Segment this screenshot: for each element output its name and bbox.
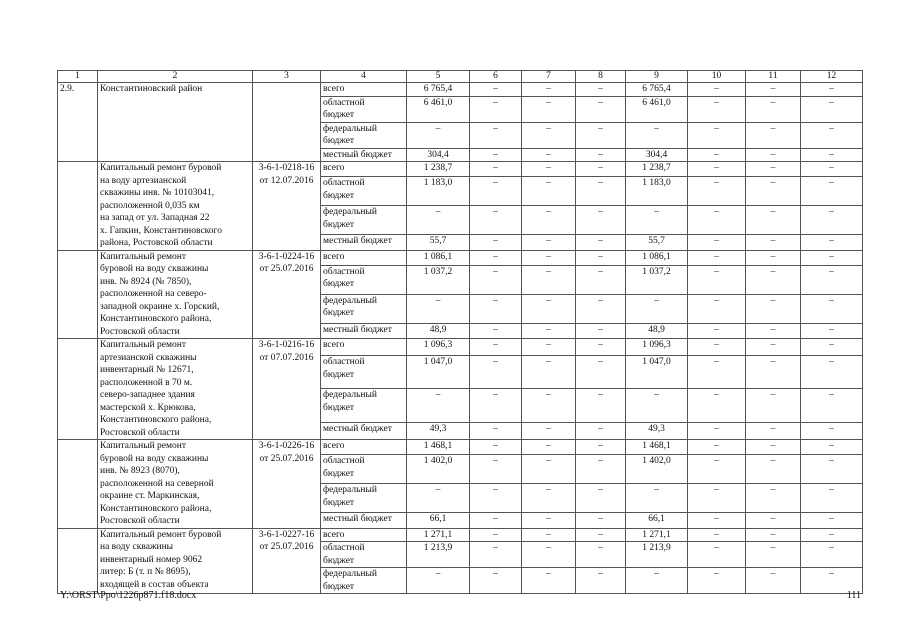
value-cell: – — [801, 422, 863, 439]
value-cell: – — [801, 235, 863, 250]
value-cell: – — [470, 206, 522, 235]
funding-source-cell: всего — [321, 162, 407, 177]
value-cell: – — [746, 96, 801, 122]
value-cell: 1 468,1 — [626, 440, 688, 455]
header-cell: 6 — [470, 71, 522, 83]
value-cell: – — [522, 568, 576, 594]
value-cell: – — [746, 455, 801, 484]
header-cell: 8 — [576, 71, 626, 83]
value-cell: – — [746, 294, 801, 323]
value-cell: – — [746, 389, 801, 422]
value-cell: – — [746, 162, 801, 177]
value-cell: 1 047,0 — [626, 356, 688, 389]
header-cell: 1 — [58, 71, 98, 83]
value-cell: – — [522, 265, 576, 294]
value-cell: – — [801, 96, 863, 122]
value-cell: – — [801, 339, 863, 356]
value-cell: 1 037,2 — [626, 265, 688, 294]
value-cell: – — [746, 528, 801, 542]
object-name-cell: Капитальный ремонт буровой на воду скважины инвентарный номер 9062 литер: Б (т. п № 8695), входящей в состав объекта — [98, 528, 253, 594]
funding-source-cell: местный бюджет — [321, 235, 407, 250]
value-cell: 6 461,0 — [626, 96, 688, 122]
object-name-cell: Капитальный ремонт буровой на воду скважины инв. № 8924 (№ 7850), расположенной на северо- западной окраине х. Горский, Константиновского района, Ростовской области — [98, 250, 253, 339]
value-cell: – — [746, 148, 801, 162]
value-cell: – — [522, 323, 576, 338]
value-cell: 6 765,4 — [626, 83, 688, 97]
value-cell: – — [576, 568, 626, 594]
value-cell: – — [688, 162, 746, 177]
value-cell: 55,7 — [407, 235, 470, 250]
value-cell: – — [688, 455, 746, 484]
funding-source-cell: федеральный бюджет — [321, 568, 407, 594]
value-cell: – — [470, 356, 522, 389]
value-cell: – — [801, 568, 863, 594]
value-cell: 1 238,7 — [626, 162, 688, 177]
value-cell: – — [688, 323, 746, 338]
value-cell: – — [522, 339, 576, 356]
row-number-cell — [58, 250, 98, 339]
value-cell: – — [801, 484, 863, 513]
value-cell: – — [576, 389, 626, 422]
value-cell: 1 402,0 — [407, 455, 470, 484]
funding-source-cell: областной бюджет — [321, 542, 407, 568]
value-cell: – — [407, 122, 470, 148]
funding-source-cell: федеральный бюджет — [321, 206, 407, 235]
value-cell: – — [576, 250, 626, 265]
value-cell: 1 213,9 — [407, 542, 470, 568]
value-cell: – — [576, 235, 626, 250]
document-ref-cell: 3-6-1-0218-16 от 12.07.2016 — [253, 162, 321, 251]
value-cell: – — [470, 122, 522, 148]
value-cell: – — [576, 422, 626, 439]
funding-source-cell: всего — [321, 250, 407, 265]
value-cell: – — [746, 513, 801, 528]
value-cell: – — [688, 294, 746, 323]
value-cell: – — [470, 389, 522, 422]
funding-source-cell: областной бюджет — [321, 96, 407, 122]
value-cell: 1 271,1 — [626, 528, 688, 542]
value-cell: – — [688, 122, 746, 148]
value-cell: – — [522, 250, 576, 265]
value-cell: – — [470, 235, 522, 250]
value-cell: – — [626, 122, 688, 148]
value-cell: 6 765,4 — [407, 83, 470, 97]
table-body — [58, 83, 863, 594]
document-ref-cell: 3-6-1-0227-16 от 25.07.2016 — [253, 528, 321, 594]
value-cell: – — [470, 96, 522, 122]
value-cell: – — [522, 484, 576, 513]
header-cell: 2 — [98, 71, 253, 83]
value-cell: – — [801, 455, 863, 484]
value-cell: – — [522, 206, 576, 235]
value-cell: – — [470, 323, 522, 338]
value-cell: – — [746, 440, 801, 455]
value-cell: – — [688, 206, 746, 235]
value-cell: – — [688, 96, 746, 122]
value-cell: – — [688, 83, 746, 97]
value-cell: – — [522, 83, 576, 97]
value-cell: 66,1 — [626, 513, 688, 528]
funding-source-cell: областной бюджет — [321, 177, 407, 206]
value-cell: – — [801, 323, 863, 338]
value-cell: – — [688, 513, 746, 528]
value-cell: – — [688, 568, 746, 594]
value-cell: – — [470, 265, 522, 294]
value-cell: 1 238,7 — [407, 162, 470, 177]
header-row — [58, 71, 863, 83]
value-cell: – — [522, 528, 576, 542]
funding-source-cell: областной бюджет — [321, 356, 407, 389]
value-cell: 304,4 — [626, 148, 688, 162]
value-cell: – — [522, 177, 576, 206]
value-cell: – — [801, 294, 863, 323]
budget-table — [57, 70, 863, 594]
value-cell: – — [576, 542, 626, 568]
value-cell: – — [470, 542, 522, 568]
funding-source-cell: федеральный бюджет — [321, 484, 407, 513]
value-cell: – — [801, 83, 863, 97]
value-cell: 66,1 — [407, 513, 470, 528]
funding-source-cell: федеральный бюджет — [321, 389, 407, 422]
value-cell: 1 271,1 — [407, 528, 470, 542]
value-cell: – — [626, 568, 688, 594]
value-cell: – — [801, 265, 863, 294]
value-cell: – — [746, 250, 801, 265]
value-cell: – — [576, 339, 626, 356]
value-cell: – — [576, 177, 626, 206]
value-cell: – — [522, 422, 576, 439]
footer-page-number: 111 — [846, 590, 861, 601]
value-cell: – — [746, 568, 801, 594]
value-cell: – — [522, 235, 576, 250]
header-cell: 5 — [407, 71, 470, 83]
value-cell: – — [576, 96, 626, 122]
value-cell: 48,9 — [626, 323, 688, 338]
funding-source-cell: всего — [321, 339, 407, 356]
header-cell: 4 — [321, 71, 407, 83]
row-number-cell: 2.9. — [58, 83, 98, 162]
value-cell: – — [470, 440, 522, 455]
value-cell: 1 468,1 — [407, 440, 470, 455]
value-cell: – — [407, 294, 470, 323]
value-cell: – — [470, 422, 522, 439]
value-cell: 1 086,1 — [626, 250, 688, 265]
value-cell: – — [801, 148, 863, 162]
table-row — [58, 528, 863, 542]
value-cell: 49,3 — [407, 422, 470, 439]
value-cell: – — [576, 162, 626, 177]
value-cell: – — [522, 542, 576, 568]
header-cell: 7 — [522, 71, 576, 83]
value-cell: – — [801, 513, 863, 528]
header-cell: 12 — [801, 71, 863, 83]
header-cell: 11 — [746, 71, 801, 83]
value-cell: – — [746, 177, 801, 206]
value-cell: – — [470, 294, 522, 323]
value-cell: 1 183,0 — [626, 177, 688, 206]
document-ref-cell — [253, 83, 321, 162]
value-cell: 1 402,0 — [626, 455, 688, 484]
funding-source-cell: областной бюджет — [321, 455, 407, 484]
value-cell: – — [470, 455, 522, 484]
header-cell: 9 — [626, 71, 688, 83]
row-number-cell — [58, 339, 98, 440]
funding-source-cell: всего — [321, 440, 407, 455]
value-cell: – — [746, 484, 801, 513]
value-cell: 1 086,1 — [407, 250, 470, 265]
value-cell: – — [626, 206, 688, 235]
header-cell: 10 — [688, 71, 746, 83]
document-ref-cell: 3-6-1-0216-16 от 07.07.2016 — [253, 339, 321, 440]
object-name-cell: Капитальный ремонт буровой на воду артезианской скважины инв. № 10103041, расположенной 0,035 км на запад от ул. Западная 22 х. Гапкин, Константиновского района, Ростовской области — [98, 162, 253, 251]
value-cell: – — [522, 148, 576, 162]
row-number-cell — [58, 528, 98, 594]
value-cell: – — [688, 484, 746, 513]
value-cell: – — [801, 542, 863, 568]
value-cell: 1 096,3 — [407, 339, 470, 356]
value-cell: – — [522, 513, 576, 528]
value-cell: 48,9 — [407, 323, 470, 338]
value-cell: – — [522, 96, 576, 122]
object-name-cell: Капитальный ремонт буровой на воду скважины инв. № 8923 (8070), расположенной на северной окраине ст. Маркинская, Константиновского района, Ростовской области — [98, 440, 253, 529]
value-cell: – — [688, 389, 746, 422]
value-cell: – — [576, 484, 626, 513]
value-cell: 49,3 — [626, 422, 688, 439]
table-row — [58, 83, 863, 97]
value-cell: – — [688, 235, 746, 250]
value-cell: – — [746, 122, 801, 148]
value-cell: 6 461,0 — [407, 96, 470, 122]
value-cell: 304,4 — [407, 148, 470, 162]
value-cell: – — [746, 356, 801, 389]
funding-source-cell: областной бюджет — [321, 265, 407, 294]
value-cell: – — [801, 528, 863, 542]
table-row — [58, 162, 863, 177]
table-row — [58, 250, 863, 265]
funding-source-cell: федеральный бюджет — [321, 294, 407, 323]
value-cell: – — [801, 356, 863, 389]
value-cell: – — [522, 162, 576, 177]
funding-source-cell: местный бюджет — [321, 422, 407, 439]
value-cell: – — [688, 356, 746, 389]
value-cell: – — [470, 484, 522, 513]
value-cell: – — [522, 455, 576, 484]
value-cell: – — [746, 206, 801, 235]
row-number-cell — [58, 440, 98, 529]
value-cell: – — [688, 528, 746, 542]
value-cell: – — [576, 206, 626, 235]
value-cell: – — [576, 265, 626, 294]
value-cell: – — [746, 542, 801, 568]
funding-source-cell: местный бюджет — [321, 148, 407, 162]
value-cell: – — [746, 339, 801, 356]
value-cell: – — [576, 513, 626, 528]
value-cell: – — [688, 177, 746, 206]
value-cell: – — [688, 542, 746, 568]
value-cell: – — [688, 422, 746, 439]
value-cell: – — [407, 568, 470, 594]
value-cell: – — [801, 389, 863, 422]
value-cell: – — [576, 294, 626, 323]
value-cell: – — [576, 323, 626, 338]
value-cell: – — [470, 339, 522, 356]
value-cell: – — [688, 250, 746, 265]
value-cell: 1 096,3 — [626, 339, 688, 356]
value-cell: – — [470, 83, 522, 97]
value-cell: – — [576, 83, 626, 97]
value-cell: – — [470, 528, 522, 542]
funding-source-cell: федеральный бюджет — [321, 122, 407, 148]
value-cell: – — [576, 455, 626, 484]
value-cell: – — [470, 162, 522, 177]
value-cell: – — [746, 83, 801, 97]
document-ref-cell: 3-6-1-0226-16 от 25.07.2016 — [253, 440, 321, 529]
value-cell: – — [626, 294, 688, 323]
value-cell: – — [576, 528, 626, 542]
value-cell: – — [626, 484, 688, 513]
value-cell: – — [407, 206, 470, 235]
value-cell: – — [801, 250, 863, 265]
value-cell: – — [522, 122, 576, 148]
value-cell: 1 047,0 — [407, 356, 470, 389]
value-cell: – — [576, 148, 626, 162]
value-cell: – — [522, 389, 576, 422]
row-number-cell — [58, 162, 98, 251]
value-cell: 1 213,9 — [626, 542, 688, 568]
value-cell: – — [688, 440, 746, 455]
value-cell: – — [470, 568, 522, 594]
table-row — [58, 440, 863, 455]
value-cell: – — [576, 356, 626, 389]
value-cell: – — [470, 177, 522, 206]
value-cell: – — [407, 389, 470, 422]
value-cell: – — [688, 339, 746, 356]
value-cell: – — [801, 122, 863, 148]
value-cell: – — [470, 148, 522, 162]
value-cell: – — [746, 265, 801, 294]
funding-source-cell: местный бюджет — [321, 323, 407, 338]
value-cell: – — [688, 265, 746, 294]
value-cell: 55,7 — [626, 235, 688, 250]
funding-source-cell: местный бюджет — [321, 513, 407, 528]
value-cell: – — [746, 323, 801, 338]
document-ref-cell: 3-6-1-0224-16 от 25.07.2016 — [253, 250, 321, 339]
object-name-cell: Константиновский район — [98, 83, 253, 162]
value-cell: – — [576, 440, 626, 455]
value-cell: – — [407, 484, 470, 513]
table-row — [58, 339, 863, 356]
value-cell: – — [576, 122, 626, 148]
footer-file-path: Y:\ORST\Ppo\1226p871.f18.docx — [60, 590, 197, 601]
value-cell: – — [522, 294, 576, 323]
funding-source-cell: всего — [321, 528, 407, 542]
value-cell: – — [801, 206, 863, 235]
value-cell: – — [522, 440, 576, 455]
object-name-cell: Капитальный ремонт артезианской скважины инвентарный № 12671, расположенной в 70 м. северо-западнее здания мастерской х. Крюкова, Константиновского района, Ростовской области — [98, 339, 253, 440]
value-cell: – — [746, 422, 801, 439]
value-cell: – — [626, 389, 688, 422]
value-cell: – — [801, 177, 863, 206]
value-cell: 1 183,0 — [407, 177, 470, 206]
header-cell: 3 — [253, 71, 321, 83]
value-cell: – — [801, 440, 863, 455]
value-cell: – — [746, 235, 801, 250]
value-cell: – — [801, 162, 863, 177]
value-cell: – — [688, 148, 746, 162]
funding-source-cell: всего — [321, 83, 407, 97]
value-cell: – — [470, 250, 522, 265]
value-cell: – — [522, 356, 576, 389]
value-cell: 1 037,2 — [407, 265, 470, 294]
value-cell: – — [470, 513, 522, 528]
